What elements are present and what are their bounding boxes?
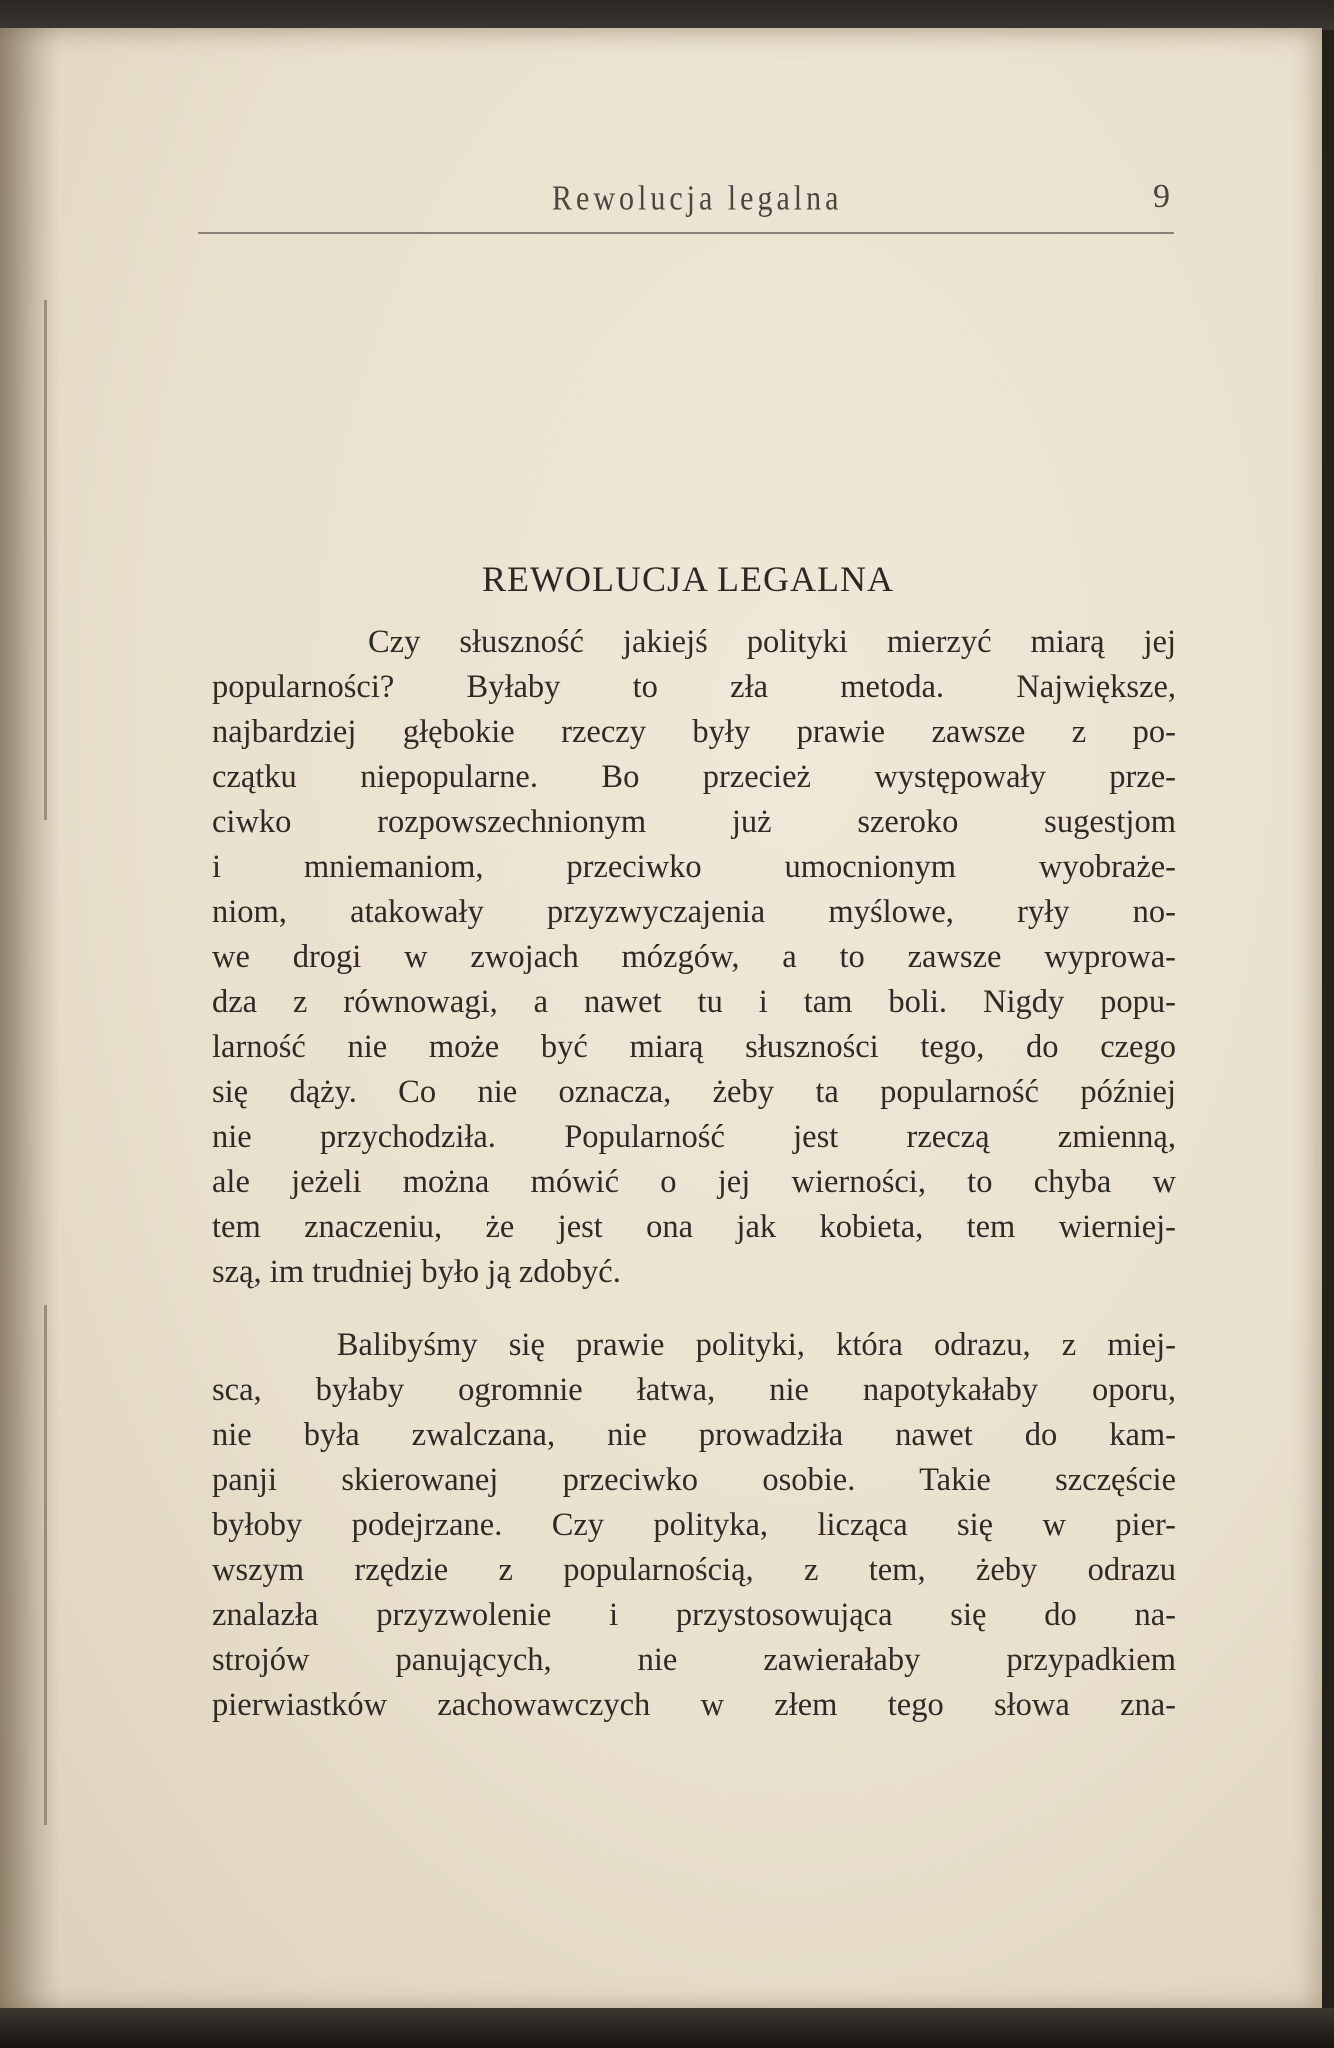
book-top-edge — [0, 0, 1334, 30]
text-line: niom, atakowały przyzwyczajenia myślowe, ryły no- — [212, 894, 1176, 930]
text-line: znalazła przyzwolenie i przystosowująca się do na- — [212, 1597, 1176, 1633]
text-line: Balibyśmy się prawie polityki, która odrazu, z miej- — [212, 1327, 1176, 1363]
text-line: popularności? Byłaby to zła metoda. Największe, — [212, 669, 1176, 705]
text-line: najbardziej głębokie rzeczy były prawie zawsze z po- — [212, 714, 1176, 750]
text-line: panji skierowanej przeciwko osobie. Takie szczęście — [212, 1462, 1176, 1498]
text-line: larność nie może być miarą słuszności tego, do czego — [212, 1029, 1176, 1065]
paragraph-1 — [212, 620, 1176, 1295]
text-line: pierwiastków zachowawczych w złem tego słowa zna- — [212, 1687, 1176, 1723]
text-line: ale jeżeli można mówić o jej wierności, to chyba w — [212, 1164, 1176, 1200]
chapter-title: REWOLUCJA LEGALNA — [482, 559, 894, 599]
text-line: Czy słuszność jakiejś polityki mierzyć miarą jej — [212, 624, 1176, 660]
paragraph-2 — [212, 1323, 1176, 1728]
text-line: we drogi w zwojach mózgów, a to zawsze wyprowa- — [212, 939, 1176, 975]
text-line: ciwko rozpowszechnionym już szeroko sugestjom — [212, 804, 1176, 840]
text-line: się dąży. Co nie oznacza, żeby ta popularność później — [212, 1074, 1176, 1110]
page-number: 9 — [1153, 178, 1170, 215]
text-line: i mniemaniom, przeciwko umocnionym wyobraże- — [212, 849, 1176, 885]
running-head — [200, 178, 1180, 226]
gutter-mark — [44, 300, 47, 820]
book-bottom-edge — [0, 2008, 1334, 2048]
text-line: tem znaczeniu, że jest ona jak kobieta, tem wierniej- — [212, 1209, 1176, 1245]
running-head-title: Rewolucja legalna — [552, 179, 843, 218]
body-text — [212, 620, 1176, 1728]
text-line: szą, im trudniej było ją zdobyć. — [212, 1254, 621, 1290]
text-line: dza z równowagi, a nawet tu i tam boli. Nigdy popu- — [212, 984, 1176, 1020]
gutter-mark — [44, 1305, 47, 1825]
text-line: czątku niepopularne. Bo przecież występowały prze- — [212, 759, 1176, 795]
gutter-shadow — [0, 28, 60, 2012]
text-line: nie była zwalczana, nie prowadziła nawet do kam- — [212, 1417, 1176, 1453]
header-rule — [198, 232, 1174, 234]
text-line: strojów panujących, nie zawierałaby przypadkiem — [212, 1642, 1176, 1678]
text-line: wszym rzędzie z popularnością, z tem, żeby odrazu — [212, 1552, 1176, 1588]
text-line: sca, byłaby ogromnie łatwa, nie napotykałaby oporu, — [212, 1372, 1176, 1408]
text-line: nie przychodziła. Popularność jest rzeczą zmienną, — [212, 1119, 1176, 1155]
text-line: byłoby podejrzane. Czy polityka, licząca się w pier- — [212, 1507, 1176, 1543]
